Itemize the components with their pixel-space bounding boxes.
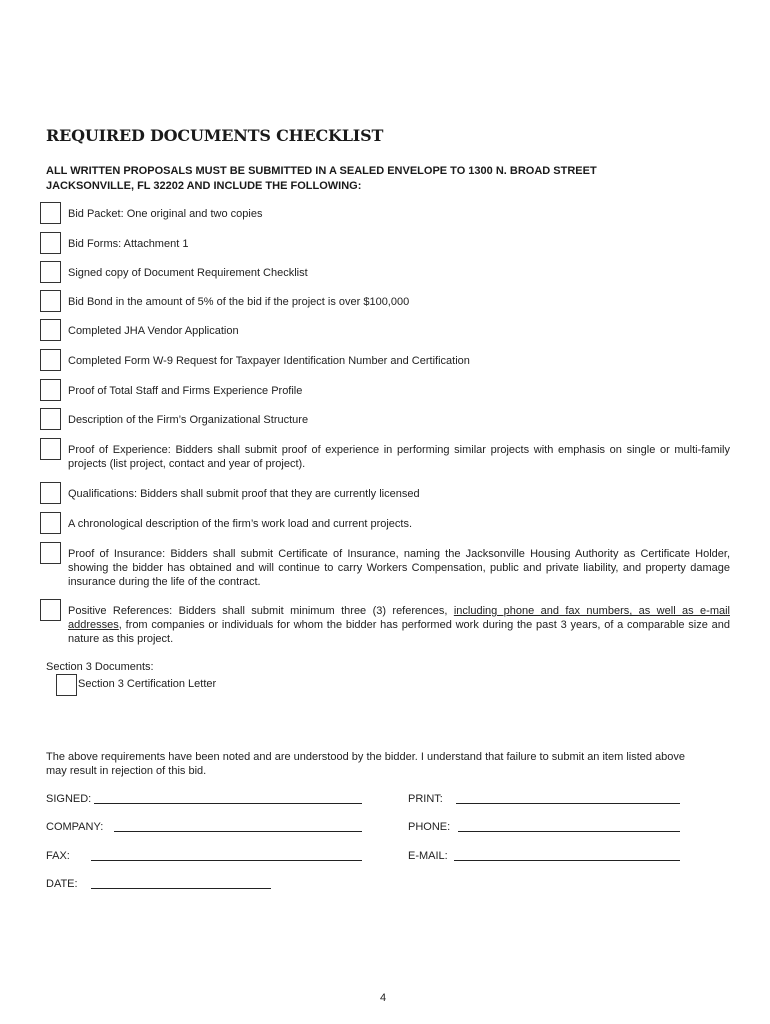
checklist-item-label: Description of the Firm’s Organizational Structure — [68, 414, 309, 426]
company-line[interactable] — [114, 831, 362, 832]
checkbox[interactable] — [40, 408, 61, 430]
submission-instructions: ALL WRITTEN PROPOSALS MUST BE SUBMITTED IN A SEALED ENVELOPE TO 1300 N. BROAD STREET JACKSONVILLE, FL 32202 AND INCLUDE THE FOLLOWING: — [46, 165, 597, 192]
checklist-item-label: Proof of Total Staff and Firms Experience Profile — [68, 385, 303, 397]
checklist-item-positive-references — [40, 599, 730, 646]
company-label: COMPANY: — [46, 821, 104, 833]
checklist-item-signed-checklist — [40, 261, 730, 280]
checklist-item-label: Completed Form W-9 Request for Taxpayer Identification Number and Certification — [68, 355, 470, 367]
checklist-item-label: Bid Forms: Attachment 1 — [68, 238, 189, 250]
checklist-item-qualifications — [40, 482, 730, 501]
signed-label: SIGNED: — [46, 793, 92, 805]
date-label: DATE: — [46, 878, 78, 890]
checkbox[interactable] — [40, 438, 61, 460]
checklist-item-proof-of-insurance — [40, 542, 730, 589]
fax-label: FAX: — [46, 850, 70, 862]
checklist-item-label: Bid Bond in the amount of 5% of the bid if the project is over $100,000 — [68, 296, 410, 308]
checklist-item-section3-certification — [56, 674, 356, 691]
date-line[interactable] — [91, 888, 271, 889]
checkbox[interactable] — [40, 599, 61, 621]
checklist-item-form-w9 — [40, 349, 730, 368]
checklist-item-staff-experience — [40, 379, 730, 398]
references-text-start: Positive References: Bidders shall submit minimum three (3) references, — [68, 605, 454, 617]
references-text-underlined: including phone and fax numbers, as well as e-mail addresses — [68, 605, 730, 631]
checkbox[interactable] — [40, 512, 61, 534]
checklist-item-label: Bid Packet: One original and two copies — [68, 208, 263, 220]
checklist-item-label: A chronological description of the firm’s work load and current projects. — [68, 518, 413, 530]
phone-line[interactable] — [458, 831, 680, 832]
checkbox[interactable] — [40, 379, 61, 401]
email-label: E-MAIL: — [408, 850, 448, 862]
checkbox[interactable] — [40, 319, 61, 341]
acknowledgement-statement: The above requirements have been noted and are understood by the bidder. I understand that failure to submit an item listed above may result in rejection of this bid. — [46, 751, 686, 777]
print-line[interactable] — [456, 803, 680, 804]
checkbox[interactable] — [40, 202, 61, 224]
checklist-item-vendor-application — [40, 319, 730, 338]
phone-label: PHONE: — [408, 821, 451, 833]
checkbox[interactable] — [40, 232, 61, 254]
page-number: 4 — [380, 992, 387, 1004]
checklist-item-organizational-structure — [40, 408, 730, 427]
email-line[interactable] — [454, 860, 680, 861]
checklist-item-work-load — [40, 512, 730, 531]
checkbox[interactable] — [40, 349, 61, 371]
checkbox[interactable] — [40, 261, 61, 283]
fax-line[interactable] — [91, 860, 362, 861]
checklist-item-label: Proof of Insurance: Bidders shall submit Certificate of Insurance, naming the Jacksonville Housing Authority as Certificate Holder, showing the bidder has obtained and will continue to carry Workers Compensation, public and private liability, and property damage insurance during the life of the contract. — [68, 548, 730, 588]
checklist-item-bid-forms — [40, 232, 730, 251]
checklist-item-label: Section 3 Certification Letter — [78, 678, 217, 690]
checklist-item-label: Qualifications: Bidders shall submit proof that they are currently licensed — [68, 488, 420, 500]
checkbox[interactable] — [40, 482, 61, 504]
page-title: REQUIRED DOCUMENTS CHECKLIST — [46, 126, 384, 145]
checkbox[interactable] — [56, 674, 77, 696]
checklist-item-bid-bond — [40, 290, 730, 309]
checklist-item-label: Signed copy of Document Requirement Checklist — [68, 267, 308, 279]
print-label: PRINT: — [408, 793, 443, 805]
checkbox[interactable] — [40, 542, 61, 564]
references-text-end: , from companies or individuals for whom the bidder has performed work during the past 3 years, of a comparable size and nature as this project. — [68, 619, 730, 645]
signed-line[interactable] — [94, 803, 362, 804]
checklist-item-label: Proof of Experience: Bidders shall submit proof of experience in performing similar projects with emphasis on single or multi-family projects (list project, contact and year of project). — [68, 444, 730, 470]
checklist-item-label — [68, 604, 730, 646]
checklist-item-proof-of-experience — [40, 438, 730, 471]
checklist-item-bid-packet — [40, 202, 730, 221]
section3-heading: Section 3 Documents: — [46, 661, 154, 673]
checklist-item-label: Completed JHA Vendor Application — [68, 325, 239, 337]
checkbox[interactable] — [40, 290, 61, 312]
